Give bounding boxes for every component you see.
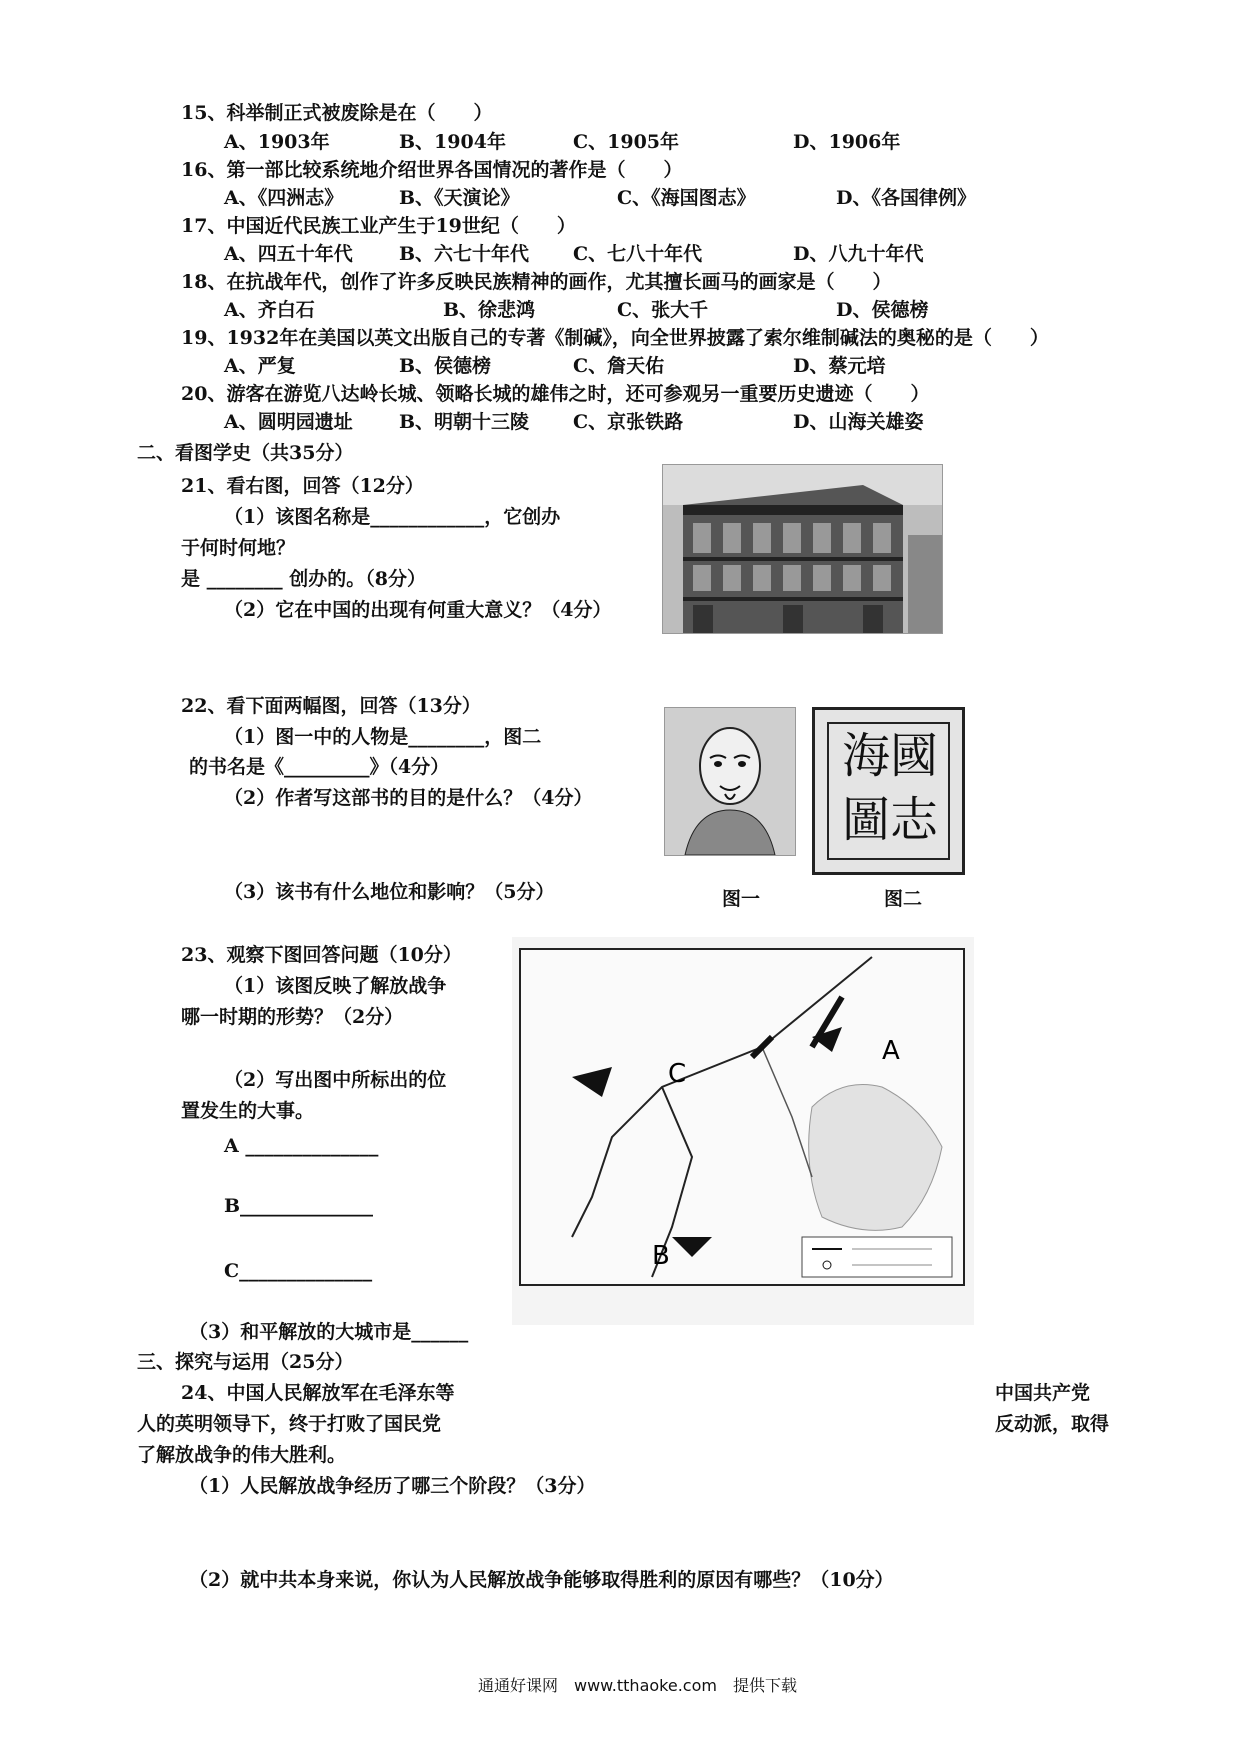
q18-stem: 18、在抗战年代，创作了许多反映民族精神的画作，尤其擅长画马的画家是（ ） <box>181 271 892 293</box>
q15-option-a: A、1903年 <box>224 131 330 153</box>
q20-stem: 20、游客在游览八达岭长城、领略长城的雄伟之时，还可参观另一重要历史遗迹（ ） <box>181 383 930 405</box>
q22-stem: 22、看下面两幅图，回答（13分） <box>181 695 481 717</box>
q24-line1-left: 24、中国人民解放军在毛泽东等 <box>181 1382 455 1404</box>
q17-stem: 17、中国近代民族工业产生于19世纪（ ） <box>181 215 576 237</box>
q22-part1-line2: 的书名是《_________》（4分） <box>189 756 450 778</box>
q20-option-d: D、山海关雄姿 <box>793 411 924 433</box>
q17-option-c: C、七八十年代 <box>573 243 703 265</box>
caption-figure-1: 图一 <box>722 888 761 910</box>
q23-part2-line1: （2）写出图中所标出的位 <box>224 1069 447 1091</box>
q20-option-c: C、京张铁路 <box>573 411 684 433</box>
q19-option-b: B、侯德榜 <box>399 355 492 377</box>
q23-answer-b[interactable]: B______________ <box>224 1195 374 1217</box>
q21-part2: （2）它在中国的出现有何重大意义？（4分） <box>224 599 612 621</box>
q23-answer-a[interactable]: A ______________ <box>224 1135 379 1157</box>
q16-option-c: C、《海国图志》 <box>617 187 756 209</box>
q17-option-b: B、六七十年代 <box>399 243 530 265</box>
q18-option-d: D、侯德榜 <box>836 299 929 321</box>
q21-part1-line3: 是 ________ 创办的。（8分） <box>181 568 426 590</box>
q18-option-b: B、徐悲鸿 <box>443 299 536 321</box>
map-label-b: B <box>652 1241 670 1271</box>
q19-option-a: A、严复 <box>224 355 296 377</box>
q15-option-c: C、1905年 <box>573 131 680 153</box>
q20-option-a: A、圆明园遗址 <box>224 411 353 433</box>
q23-part3: （3）和平解放的大城市是______ <box>189 1321 469 1343</box>
q23-part1-line2: 哪一时期的形势？（2分） <box>181 1006 404 1028</box>
q19-option-d: D、蔡元培 <box>793 355 886 377</box>
q22-part1-line1: （1）图一中的人物是________，图二 <box>224 726 542 748</box>
q21-part1-line1: （1）该图名称是____________，它创办 <box>224 506 561 528</box>
q16-stem: 16、第一部比较系统地介绍世界各国情况的著作是（ ） <box>181 159 683 181</box>
page-footer: 通通好课网 www.tthaoke.com 提供下载 <box>478 1676 797 1695</box>
map-label-a: A <box>882 1036 900 1066</box>
map-label-c: C <box>668 1059 687 1089</box>
q24-part1: （1）人民解放战争经历了哪三个阶段？（3分） <box>189 1475 596 1497</box>
q22-part3: （3）该书有什么地位和影响？（5分） <box>224 881 555 903</box>
q18-option-a: A、齐白石 <box>224 299 315 321</box>
section-2-title: 二、看图学史（共35分） <box>137 442 354 464</box>
q16-option-d: D、《各国律例》 <box>836 187 976 209</box>
q23-part2-line2: 置发生的大事。 <box>181 1100 315 1122</box>
q23-answer-c[interactable]: C______________ <box>224 1260 373 1282</box>
q23-stem: 23、观察下图回答问题（10分） <box>181 944 462 966</box>
q20-option-b: B、明朝十三陵 <box>399 411 530 433</box>
q17-option-d: D、八九十年代 <box>793 243 924 265</box>
q15-option-b: B、1904年 <box>399 131 506 153</box>
q15-option-d: D、1906年 <box>793 131 901 153</box>
q18-option-c: C、张大千 <box>617 299 709 321</box>
liberation-war-map <box>512 937 974 1325</box>
q24-line1-right: 中国共产党 <box>995 1382 1091 1404</box>
q21-stem: 21、看右图，回答（12分） <box>181 475 424 497</box>
caption-figure-2: 图二 <box>884 888 923 910</box>
q17-option-a: A、四五十年代 <box>224 243 353 265</box>
q16-option-b: B、《天演论》 <box>399 187 520 209</box>
q24-line2-right: 反动派，取得 <box>995 1413 1110 1435</box>
book-cover-figure-2 <box>812 707 965 875</box>
q22-part2: （2）作者写这部书的目的是什么？（4分） <box>224 787 593 809</box>
q19-option-c: C、詹天佑 <box>573 355 665 377</box>
book-cover-title: 海國圖志 <box>841 728 938 848</box>
q23-part1-line1: （1）该图反映了解放战争 <box>224 975 447 997</box>
q16-option-a: A、《四洲志》 <box>224 187 344 209</box>
q19-stem: 19、1932年在美国以英文出版自己的专著《制碱》，向全世界披露了索尔维制碱法的奥秘的是（ ） <box>181 327 1049 349</box>
q24-line2-left: 人的英明领导下，终于打败了国民党 <box>137 1413 442 1435</box>
q15-stem: 15、科举制正式被废除是在（ ） <box>181 102 493 124</box>
q24-part2: （2）就中共本身来说，你认为人民解放战争能够取得胜利的原因有哪些？（10分） <box>189 1569 894 1591</box>
portrait-figure-1 <box>664 707 796 856</box>
building-photo <box>662 464 943 634</box>
section-3-title: 三、探究与运用（25分） <box>137 1351 354 1373</box>
q21-part1-line2: 于何时何地？ <box>181 537 296 559</box>
q24-line3: 了解放战争的伟大胜利。 <box>137 1444 347 1466</box>
